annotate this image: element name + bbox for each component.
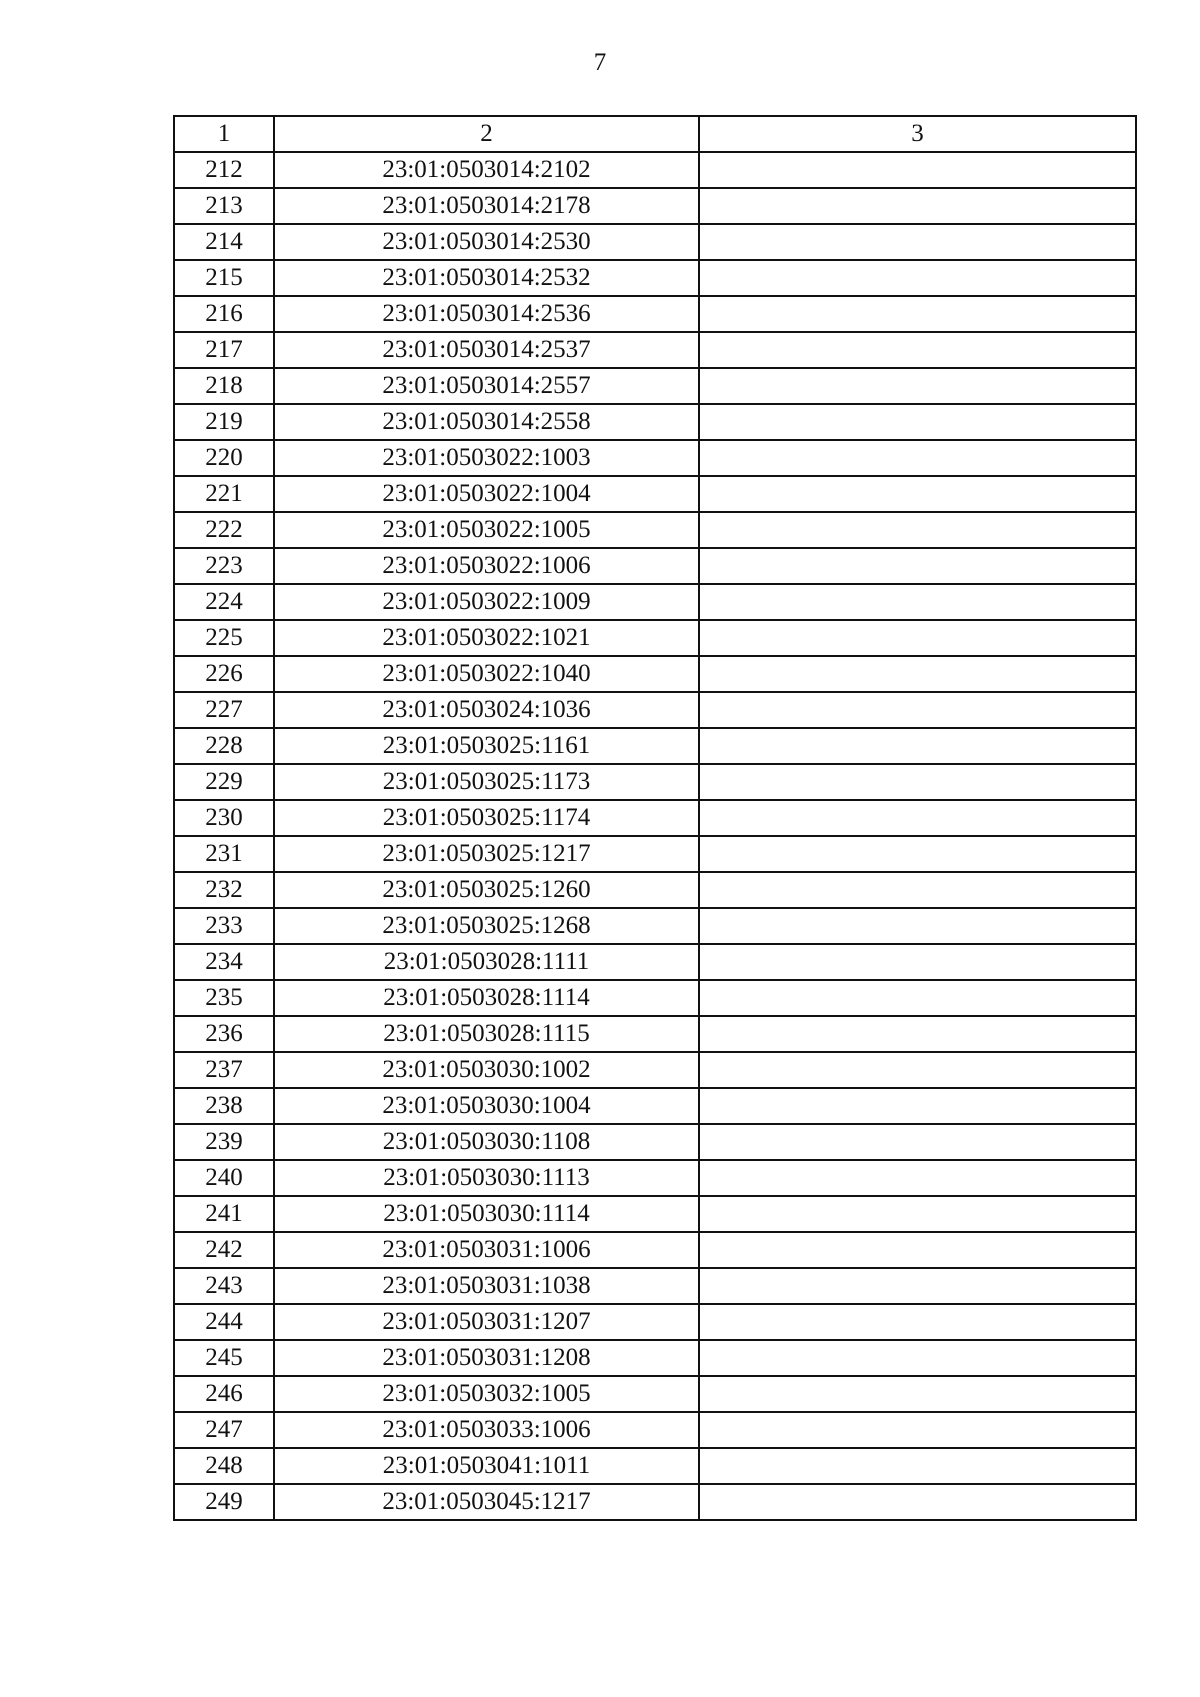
notes-cell bbox=[699, 188, 1136, 224]
column-header-1: 1 bbox=[174, 116, 274, 152]
cadastral-number-cell: 23:01:0503025:1268 bbox=[274, 908, 699, 944]
cadastral-number-cell: 23:01:0503014:2532 bbox=[274, 260, 699, 296]
table-row bbox=[174, 512, 1136, 548]
table-row bbox=[174, 1088, 1136, 1124]
notes-cell bbox=[699, 800, 1136, 836]
notes-cell bbox=[699, 476, 1136, 512]
cadastral-number-cell: 23:01:0503025:1217 bbox=[274, 836, 699, 872]
notes-cell bbox=[699, 692, 1136, 728]
notes-cell bbox=[699, 728, 1136, 764]
notes-cell bbox=[699, 1052, 1136, 1088]
row-number-cell: 234 bbox=[174, 944, 274, 980]
row-number-cell: 238 bbox=[174, 1088, 274, 1124]
table-body bbox=[174, 152, 1136, 1520]
row-number-cell: 227 bbox=[174, 692, 274, 728]
cadastral-number-cell: 23:01:0503014:2558 bbox=[274, 404, 699, 440]
row-number-cell: 222 bbox=[174, 512, 274, 548]
row-number-cell: 247 bbox=[174, 1412, 274, 1448]
table-row bbox=[174, 836, 1136, 872]
row-number-cell: 233 bbox=[174, 908, 274, 944]
table-row bbox=[174, 692, 1136, 728]
notes-cell bbox=[699, 1376, 1136, 1412]
cadastral-number-cell: 23:01:0503025:1161 bbox=[274, 728, 699, 764]
row-number-cell: 239 bbox=[174, 1124, 274, 1160]
notes-cell bbox=[699, 872, 1136, 908]
notes-cell bbox=[699, 404, 1136, 440]
row-number-cell: 246 bbox=[174, 1376, 274, 1412]
notes-cell bbox=[699, 296, 1136, 332]
notes-cell bbox=[699, 1124, 1136, 1160]
cadastral-number-cell: 23:01:0503014:2178 bbox=[274, 188, 699, 224]
table-row bbox=[174, 980, 1136, 1016]
cadastral-number-cell: 23:01:0503014:2536 bbox=[274, 296, 699, 332]
notes-cell bbox=[699, 836, 1136, 872]
cadastral-number-cell: 23:01:0503028:1115 bbox=[274, 1016, 699, 1052]
table-row bbox=[174, 224, 1136, 260]
table-row bbox=[174, 152, 1136, 188]
notes-cell bbox=[699, 908, 1136, 944]
table-row bbox=[174, 800, 1136, 836]
row-number-cell: 248 bbox=[174, 1448, 274, 1484]
table-row bbox=[174, 944, 1136, 980]
table-row bbox=[174, 620, 1136, 656]
row-number-cell: 237 bbox=[174, 1052, 274, 1088]
notes-cell bbox=[699, 1268, 1136, 1304]
table-row bbox=[174, 1304, 1136, 1340]
table-row bbox=[174, 1052, 1136, 1088]
cadastral-number-cell: 23:01:0503014:2530 bbox=[274, 224, 699, 260]
notes-cell bbox=[699, 1160, 1136, 1196]
notes-cell bbox=[699, 1340, 1136, 1376]
cadastral-number-cell: 23:01:0503022:1005 bbox=[274, 512, 699, 548]
row-number-cell: 212 bbox=[174, 152, 274, 188]
table-row bbox=[174, 1376, 1136, 1412]
notes-cell bbox=[699, 944, 1136, 980]
cadastral-table bbox=[173, 115, 1137, 1521]
cadastral-number-cell: 23:01:0503033:1006 bbox=[274, 1412, 699, 1448]
notes-cell bbox=[699, 1088, 1136, 1124]
row-number-cell: 249 bbox=[174, 1484, 274, 1520]
notes-cell bbox=[699, 620, 1136, 656]
notes-cell bbox=[699, 1304, 1136, 1340]
table-row bbox=[174, 656, 1136, 692]
notes-cell bbox=[699, 152, 1136, 188]
row-number-cell: 232 bbox=[174, 872, 274, 908]
notes-cell bbox=[699, 980, 1136, 1016]
table-row bbox=[174, 368, 1136, 404]
table-row bbox=[174, 332, 1136, 368]
table-row bbox=[174, 296, 1136, 332]
row-number-cell: 228 bbox=[174, 728, 274, 764]
row-number-cell: 231 bbox=[174, 836, 274, 872]
row-number-cell: 219 bbox=[174, 404, 274, 440]
row-number-cell: 242 bbox=[174, 1232, 274, 1268]
table-row bbox=[174, 1016, 1136, 1052]
row-number-cell: 217 bbox=[174, 332, 274, 368]
notes-cell bbox=[699, 764, 1136, 800]
row-number-cell: 218 bbox=[174, 368, 274, 404]
column-header-3: 3 bbox=[699, 116, 1136, 152]
row-number-cell: 245 bbox=[174, 1340, 274, 1376]
table-row bbox=[174, 476, 1136, 512]
cadastral-number-cell: 23:01:0503025:1174 bbox=[274, 800, 699, 836]
row-number-cell: 214 bbox=[174, 224, 274, 260]
cadastral-number-cell: 23:01:0503028:1114 bbox=[274, 980, 699, 1016]
cadastral-number-cell: 23:01:0503031:1207 bbox=[274, 1304, 699, 1340]
column-header-2: 2 bbox=[274, 116, 699, 152]
row-number-cell: 241 bbox=[174, 1196, 274, 1232]
table-row bbox=[174, 908, 1136, 944]
notes-cell bbox=[699, 440, 1136, 476]
notes-cell bbox=[699, 512, 1136, 548]
row-number-cell: 221 bbox=[174, 476, 274, 512]
table-row bbox=[174, 764, 1136, 800]
table-row bbox=[174, 1268, 1136, 1304]
cadastral-number-cell: 23:01:0503031:1006 bbox=[274, 1232, 699, 1268]
row-number-cell: 229 bbox=[174, 764, 274, 800]
cadastral-number-cell: 23:01:0503025:1173 bbox=[274, 764, 699, 800]
row-number-cell: 244 bbox=[174, 1304, 274, 1340]
cadastral-number-cell: 23:01:0503030:1114 bbox=[274, 1196, 699, 1232]
cadastral-number-cell: 23:01:0503014:2102 bbox=[274, 152, 699, 188]
cadastral-number-cell: 23:01:0503014:2537 bbox=[274, 332, 699, 368]
table-row bbox=[174, 548, 1136, 584]
notes-cell bbox=[699, 1484, 1136, 1520]
notes-cell bbox=[699, 1412, 1136, 1448]
row-number-cell: 235 bbox=[174, 980, 274, 1016]
cadastral-number-cell: 23:01:0503030:1113 bbox=[274, 1160, 699, 1196]
row-number-cell: 220 bbox=[174, 440, 274, 476]
row-number-cell: 225 bbox=[174, 620, 274, 656]
row-number-cell: 243 bbox=[174, 1268, 274, 1304]
table-row bbox=[174, 1196, 1136, 1232]
row-number-cell: 240 bbox=[174, 1160, 274, 1196]
cadastral-number-cell: 23:01:0503014:2557 bbox=[274, 368, 699, 404]
notes-cell bbox=[699, 332, 1136, 368]
table-row bbox=[174, 1124, 1136, 1160]
notes-cell bbox=[699, 548, 1136, 584]
row-number-cell: 236 bbox=[174, 1016, 274, 1052]
table-row bbox=[174, 188, 1136, 224]
table-row bbox=[174, 260, 1136, 296]
cadastral-number-cell: 23:01:0503031:1038 bbox=[274, 1268, 699, 1304]
table-header-row bbox=[174, 116, 1136, 152]
notes-cell bbox=[699, 1196, 1136, 1232]
row-number-cell: 216 bbox=[174, 296, 274, 332]
table-row bbox=[174, 1484, 1136, 1520]
row-number-cell: 215 bbox=[174, 260, 274, 296]
table-row bbox=[174, 1160, 1136, 1196]
row-number-cell: 224 bbox=[174, 584, 274, 620]
row-number-cell: 226 bbox=[174, 656, 274, 692]
notes-cell bbox=[699, 260, 1136, 296]
table-row bbox=[174, 872, 1136, 908]
table-row bbox=[174, 728, 1136, 764]
table-row bbox=[174, 1412, 1136, 1448]
cadastral-number-cell: 23:01:0503032:1005 bbox=[274, 1376, 699, 1412]
cadastral-number-cell: 23:01:0503045:1217 bbox=[274, 1484, 699, 1520]
cadastral-number-cell: 23:01:0503022:1006 bbox=[274, 548, 699, 584]
cadastral-number-cell: 23:01:0503025:1260 bbox=[274, 872, 699, 908]
notes-cell bbox=[699, 1448, 1136, 1484]
cadastral-number-cell: 23:01:0503031:1208 bbox=[274, 1340, 699, 1376]
table-row bbox=[174, 440, 1136, 476]
page-number: 7 bbox=[593, 49, 607, 76]
cadastral-number-cell: 23:01:0503028:1111 bbox=[274, 944, 699, 980]
table-row bbox=[174, 1232, 1136, 1268]
cadastral-number-cell: 23:01:0503022:1003 bbox=[274, 440, 699, 476]
notes-cell bbox=[699, 224, 1136, 260]
table-row bbox=[174, 404, 1136, 440]
row-number-cell: 213 bbox=[174, 188, 274, 224]
cadastral-number-cell: 23:01:0503022:1040 bbox=[274, 656, 699, 692]
row-number-cell: 223 bbox=[174, 548, 274, 584]
notes-cell bbox=[699, 656, 1136, 692]
row-number-cell: 230 bbox=[174, 800, 274, 836]
table-row bbox=[174, 1340, 1136, 1376]
cadastral-number-cell: 23:01:0503030:1002 bbox=[274, 1052, 699, 1088]
notes-cell bbox=[699, 368, 1136, 404]
cadastral-number-cell: 23:01:0503024:1036 bbox=[274, 692, 699, 728]
cadastral-number-cell: 23:01:0503022:1021 bbox=[274, 620, 699, 656]
cadastral-number-cell: 23:01:0503030:1004 bbox=[274, 1088, 699, 1124]
notes-cell bbox=[699, 1232, 1136, 1268]
table-row bbox=[174, 584, 1136, 620]
table-row bbox=[174, 1448, 1136, 1484]
cadastral-number-cell: 23:01:0503041:1011 bbox=[274, 1448, 699, 1484]
cadastral-number-cell: 23:01:0503022:1004 bbox=[274, 476, 699, 512]
cadastral-number-cell: 23:01:0503022:1009 bbox=[274, 584, 699, 620]
notes-cell bbox=[699, 1016, 1136, 1052]
cadastral-number-cell: 23:01:0503030:1108 bbox=[274, 1124, 699, 1160]
notes-cell bbox=[699, 584, 1136, 620]
